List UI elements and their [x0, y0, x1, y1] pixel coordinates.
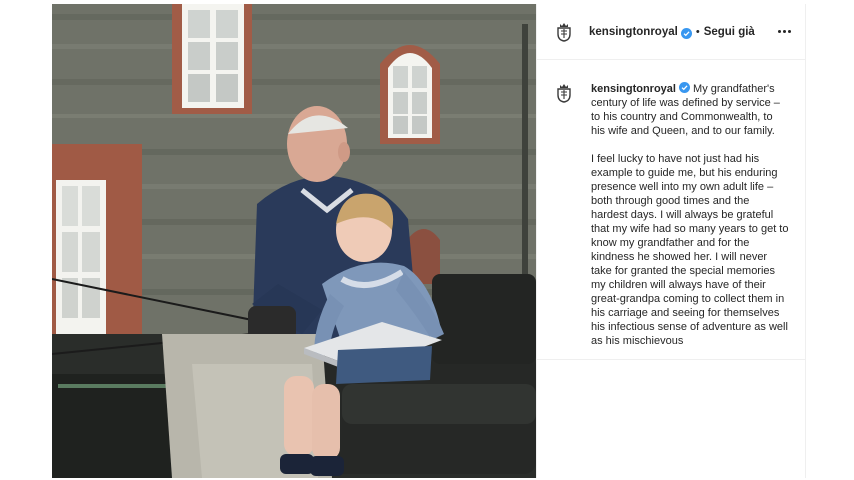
- caption-paragraph-1: My grandfather's century of life was defined by service – to his country and Commonwealth, to his wife and Queen, and to our family.: [591, 83, 780, 137]
- post-header: [537, 4, 805, 60]
- verified-badge-icon: [679, 82, 690, 93]
- caption-username[interactable]: kensingtonroyal: [591, 83, 676, 95]
- post-photo[interactable]: [52, 4, 536, 478]
- post-username[interactable]: kensingtonroyal: [589, 25, 678, 38]
- follow-button[interactable]: Segui già: [703, 25, 755, 38]
- verified-badge-icon: [681, 26, 692, 37]
- header-separator: •: [695, 25, 700, 38]
- royal-crest-icon[interactable]: [553, 21, 575, 43]
- caption-paragraph-2: I feel lucky to have not just had his example to guide me, but his enduring presence well into my own adult life – both through good times and the hardest days. I will always be grateful that my wife had so many years to get to know my grandfather and for the kindness he showed her. I will never take for granted the special memories my children will always have of their great-grandpa coming to collect them in his carriage and seeing for themselves his infectious sense of adventure as well as his mischievous: [591, 153, 789, 347]
- post-caption: [591, 82, 789, 348]
- royal-crest-icon[interactable]: [553, 82, 575, 104]
- post-panel: [536, 4, 806, 478]
- caption-area: [537, 60, 805, 360]
- more-options-icon[interactable]: [778, 26, 791, 37]
